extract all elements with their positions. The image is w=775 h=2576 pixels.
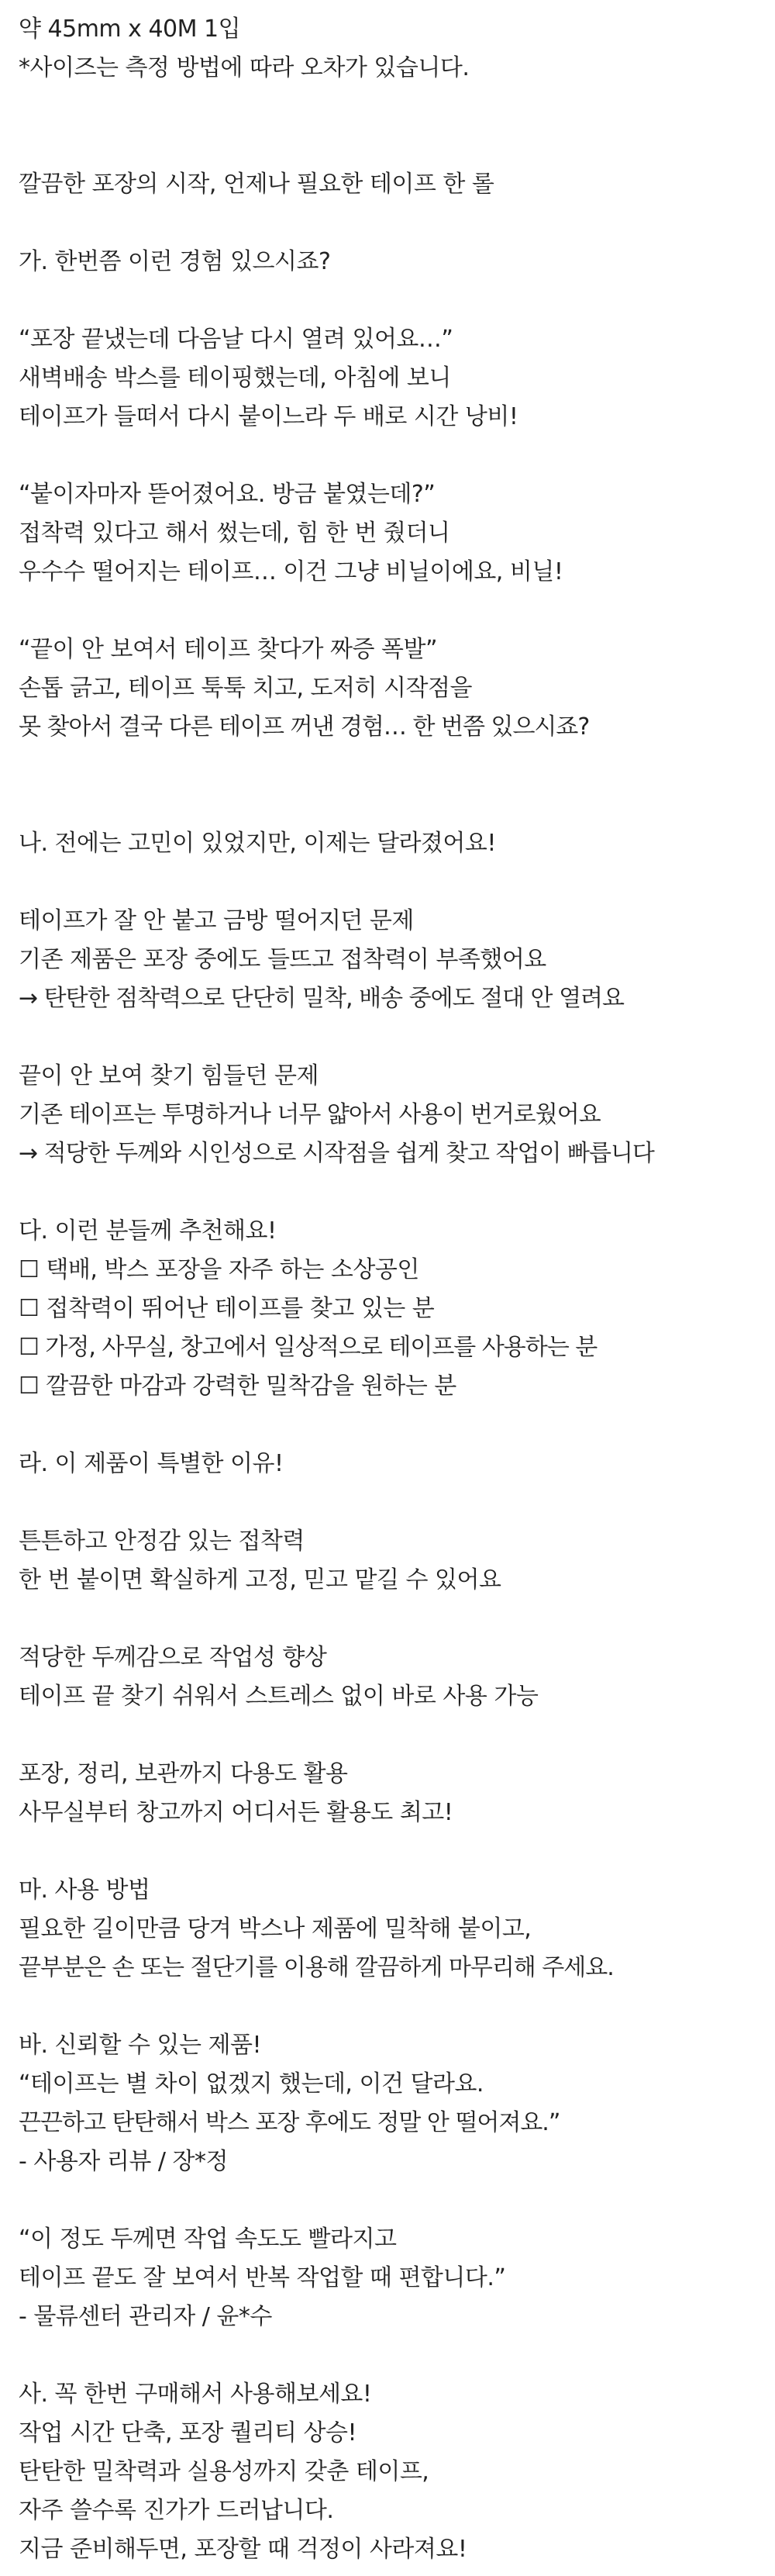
quote-3-text: 손톱 긁고, 테이프 툭툭 치고, 도저히 시작점을	[19, 675, 472, 702]
section-heading-c: 다. 이런 분들께 추천해요!	[19, 1217, 277, 1245]
section-heading-a: 가. 한번쯤 이런 경험 있으시죠?	[19, 248, 331, 275]
closing-text: 지금 준비해두면, 포장할 때 걱정이 사라져요!	[19, 2536, 467, 2563]
recommend-item: ☐ 깔끔한 마감과 강력한 밀착감을 원하는 분	[19, 1373, 456, 1400]
recommend-item: ☐ 가정, 사무실, 창고에서 일상적으로 테이프를 사용하는 분	[19, 1334, 598, 1361]
recommend-item: ☐ 택배, 박스 포장을 자주 하는 소상공인	[19, 1256, 419, 1283]
feature-3-title: 포장, 정리, 보관까지 다용도 활용	[19, 1760, 348, 1787]
feature-1-text: 한 번 붙이면 확실하게 고정, 믿고 맡길 수 있어요	[19, 1566, 501, 1594]
quote-3-text: 못 찾아서 결국 다른 테이프 꺼낸 경험… 한 번쯤 있으시죠?	[19, 713, 590, 741]
section-heading-d: 라. 이 제품이 특별한 이유!	[19, 1450, 284, 1477]
section-heading-f: 바. 신뢰할 수 있는 제품!	[19, 2032, 262, 2059]
problem-2-text: 기존 테이프는 투명하거나 너무 얇아서 사용이 번거로웠어요	[19, 1101, 601, 1128]
size-notice: *사이즈는 측정 방법에 따라 오차가 있습니다.	[19, 54, 470, 81]
recommend-item: ☐ 접착력이 뛰어난 테이프를 찾고 있는 분	[19, 1295, 435, 1322]
review-2-author: - 물류센터 관리자 / 윤*수	[19, 2303, 272, 2330]
quote-1-text: 테이프가 들떠서 다시 붙이느라 두 배로 시간 낭비!	[19, 403, 518, 430]
quote-1-text: 새벽배송 박스를 테이핑했는데, 아침에 보니	[19, 364, 451, 392]
review-1-text: 끈끈하고 탄탄해서 박스 포장 후에도 정말 안 떨어져요.”	[19, 2109, 560, 2136]
section-heading-b: 나. 전에는 고민이 있었지만, 이제는 달라졌어요!	[19, 830, 496, 857]
review-2-text: 테이프 끝도 잘 보여서 반복 작업할 때 편합니다.”	[19, 2264, 506, 2291]
headline: 깔끔한 포장의 시작, 언제나 필요한 테이프 한 롤	[19, 171, 494, 198]
problem-2-title: 끝이 안 보여 찾기 힘들던 문제	[19, 1062, 319, 1089]
usage-text: 끝부분은 손 또는 절단기를 이용해 깔끔하게 마무리해 주세요.	[19, 1954, 614, 1981]
problem-1-title: 테이프가 잘 안 붙고 금방 떨어지던 문제	[19, 907, 414, 934]
feature-2-title: 적당한 두께감으로 작업성 향상	[19, 1644, 327, 1671]
feature-2-text: 테이프 끝 찾기 쉬워서 스트레스 없이 바로 사용 가능	[19, 1683, 539, 1710]
problem-1-solution: → 탄탄한 점착력으로 단단히 밀착, 배송 중에도 절대 안 열려요	[19, 985, 625, 1012]
review-1-text: “테이프는 별 차이 없겠지 했는데, 이건 달라요.	[19, 2070, 484, 2098]
feature-1-title: 튼튼하고 안정감 있는 접착력	[19, 1528, 305, 1555]
review-2-text: “이 정도 두께면 작업 속도도 빨라지고	[19, 2226, 397, 2253]
quote-1-title: “포장 끝냈는데 다음날 다시 열려 있어요…”	[19, 326, 453, 353]
review-1-author: - 사용자 리뷰 / 장*정	[19, 2148, 228, 2175]
usage-text: 필요한 길이만큼 당겨 박스나 제품에 밀착해 붙이고,	[19, 1915, 532, 1942]
closing-text: 탄탄한 밀착력과 실용성까지 갖춘 테이프,	[19, 2458, 429, 2485]
closing-text: 작업 시간 단축, 포장 퀄리티 상승!	[19, 2419, 356, 2447]
feature-3-text: 사무실부터 창고까지 어디서든 활용도 최고!	[19, 1799, 453, 1826]
closing-text: 자주 쓸수록 진가가 드러납니다.	[19, 2497, 334, 2524]
section-heading-e: 마. 사용 방법	[19, 1877, 150, 1904]
quote-2-text: 우수수 떨어지는 테이프… 이건 그냥 비닐이에요, 비닐!	[19, 558, 563, 585]
quote-3-title: “끝이 안 보여서 테이프 찾다가 짜증 폭발”	[19, 636, 437, 663]
problem-1-text: 기존 제품은 포장 중에도 들뜨고 접착력이 부족했어요	[19, 946, 546, 973]
section-heading-g: 사. 꼭 한번 구매해서 사용해보세요!	[19, 2381, 372, 2408]
quote-2-text: 접착력 있다고 해서 썼는데, 힘 한 번 줬더니	[19, 520, 450, 547]
spec-line: 약 45mm x 40M 1입	[19, 16, 241, 43]
problem-2-solution: → 적당한 두께와 시인성으로 시작점을 쉽게 찾고 작업이 빠릅니다	[19, 1140, 654, 1167]
quote-2-title: “붙이자마자 뜯어졌어요. 방금 붙였는데?”	[19, 481, 436, 508]
